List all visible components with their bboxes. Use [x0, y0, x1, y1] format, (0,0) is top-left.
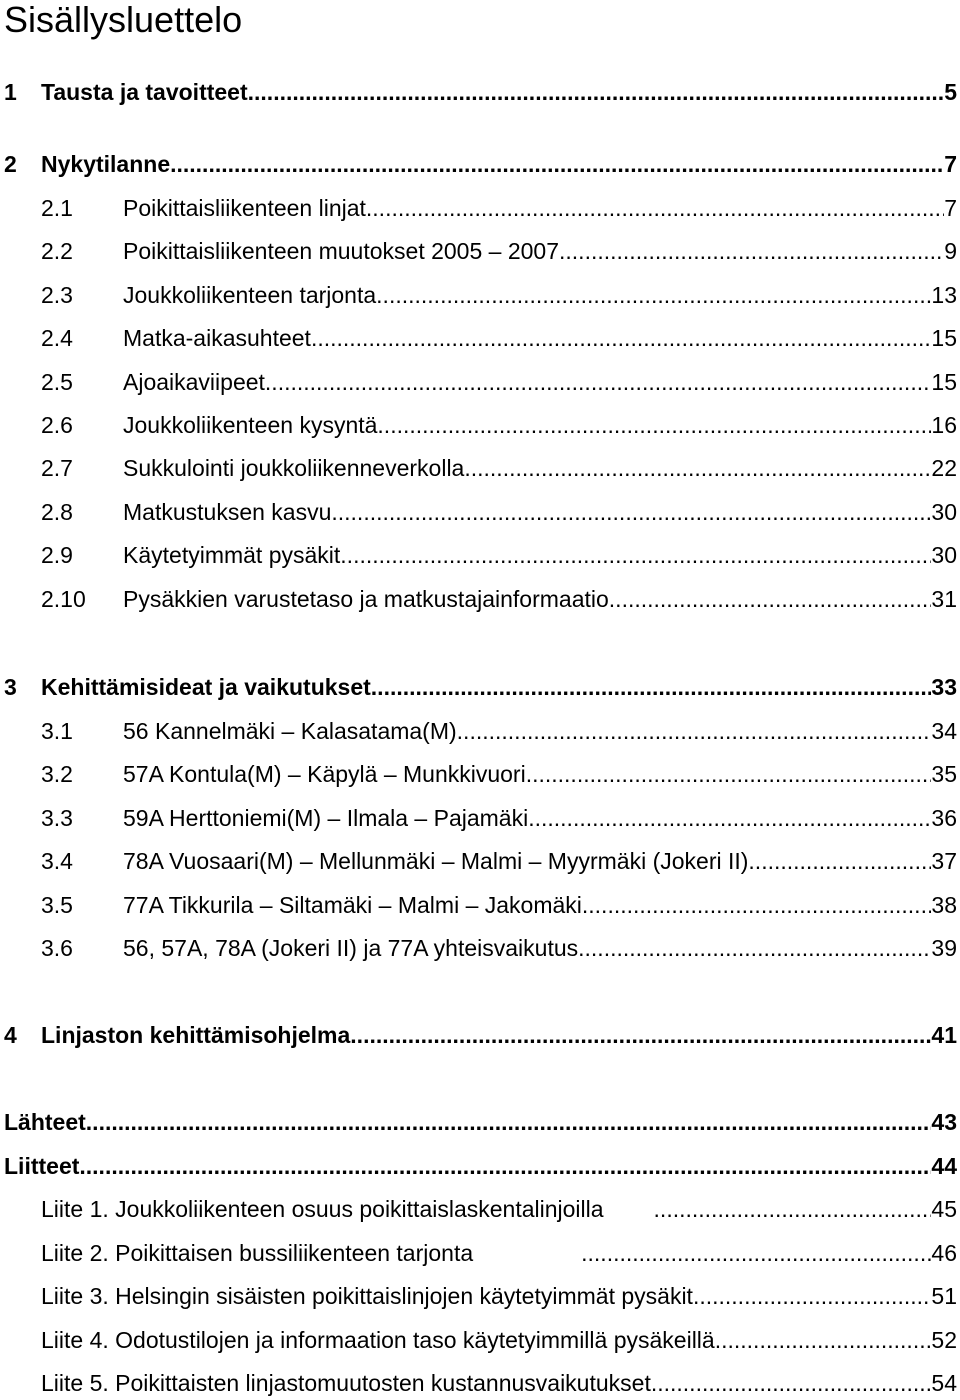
toc-entry-page: 5: [944, 79, 957, 105]
toc-entry-page: 16: [931, 412, 957, 438]
toc-leader-dots: [376, 280, 931, 310]
toc-entry-2-5[interactable]: [0, 367, 957, 397]
toc-entry-number: 2.9: [41, 542, 73, 568]
toc-entry-page: 22: [931, 455, 957, 481]
toc-entry-page: 9: [944, 238, 957, 264]
toc-entry-3-1[interactable]: [0, 716, 957, 746]
toc-entry-number: 3.1: [41, 718, 73, 744]
toc-leader-dots: [609, 584, 932, 614]
toc-entry-page: 38: [931, 892, 957, 918]
toc-entry-title: Linjaston kehittämisohjelma: [41, 1022, 351, 1048]
toc-leader-dots: [350, 1020, 931, 1050]
toc-entry-page: 15: [931, 369, 957, 395]
toc-entry-2-3[interactable]: [0, 280, 957, 310]
toc-entry-title: Tausta ja tavoitteet: [41, 79, 248, 105]
toc-entry-page: 37: [931, 848, 957, 874]
toc-leader-dots: [559, 236, 944, 266]
toc-entry-page: 7: [944, 151, 957, 177]
toc-entry-title: Käytetyimmät pysäkit: [123, 542, 341, 568]
toc-entry-number: 2.6: [41, 412, 73, 438]
toc-leader-dots: [581, 1238, 931, 1268]
toc-entry-2-1[interactable]: [0, 193, 957, 223]
toc-entry-page: 33: [931, 674, 957, 700]
toc-entry-page: 34: [931, 718, 957, 744]
toc-leader-dots: [311, 323, 931, 353]
toc-leader-dots: [651, 1368, 932, 1398]
toc-entry-liite-5[interactable]: [0, 1368, 957, 1398]
toc-leader-dots: [265, 367, 931, 397]
toc-entry-title: Matka-aikasuhteet: [123, 325, 311, 351]
toc-entry-title: 59A Herttoniemi(M) – Ilmala – Pajamäki: [123, 805, 529, 831]
toc-entry-2-4[interactable]: [0, 323, 957, 353]
toc-entry-title: Liitteet: [4, 1153, 80, 1179]
toc-entry-3[interactable]: [0, 672, 957, 702]
toc-leader-dots: [578, 933, 931, 963]
toc-entry-number: 3.6: [41, 935, 73, 961]
toc-entry-page: 15: [931, 325, 957, 351]
toc-entry-3-6[interactable]: [0, 933, 957, 963]
toc-entry-title: Liite 5. Poikittaisten linjastomuutosten kustannusvaikutukset: [41, 1370, 651, 1396]
toc-entry-title: Sukkulointi joukkoliikenneverkolla: [123, 455, 465, 481]
toc-entry-title: Liite 3. Helsingin sisäisten poikittaislinjojen käytetyimmät pysäkit: [41, 1283, 693, 1309]
toc-entry-number: 2.2: [41, 238, 73, 264]
toc-entry-2-10[interactable]: [0, 584, 957, 614]
toc-leader-dots: [79, 1151, 931, 1181]
toc-leader-dots: [371, 672, 932, 702]
toc-entry-number: 3: [4, 674, 17, 700]
toc-entry-page: 36: [931, 805, 957, 831]
toc-entry-3-4[interactable]: [0, 846, 957, 876]
toc-entry-title: 56 Kannelmäki – Kalasatama(M): [123, 718, 457, 744]
toc-leader-dots: [528, 803, 931, 833]
toc-entry-title: 56, 57A, 78A (Jokeri II) ja 77A yhteisvaikutus: [123, 935, 579, 961]
toc-entry-2-7[interactable]: [0, 453, 957, 483]
toc-entry-number: 2: [4, 151, 17, 177]
toc-entry-title: Matkustuksen kasvu: [123, 499, 332, 525]
toc-entry-page: 51: [931, 1283, 957, 1309]
toc-entry-title: Liite 4. Odotustilojen ja informaation taso käytetyimmillä pysäkeillä: [41, 1327, 715, 1353]
toc-entry-number: 2.4: [41, 325, 73, 351]
toc-entry-title: Poikittaisliikenteen linjat: [123, 195, 366, 221]
toc-entry-4[interactable]: [0, 1020, 957, 1050]
toc-entry-page: 45: [931, 1196, 957, 1222]
toc-entry-2-6[interactable]: [0, 410, 957, 440]
toc-entry-title: Nykytilanne: [41, 151, 171, 177]
toc-entry-number: 2.7: [41, 455, 73, 481]
toc-entry-3-2[interactable]: [0, 759, 957, 789]
toc-entry-liite-4[interactable]: [0, 1325, 957, 1355]
toc-entry-page: 35: [931, 761, 957, 787]
toc-entry-number: 3.5: [41, 892, 73, 918]
page-title: Sisällysluettelo: [4, 0, 243, 40]
toc-entry-3-3[interactable]: [0, 803, 957, 833]
toc-entry-title: 77A Tikkurila – Siltamäki – Malmi – Jakomäki: [123, 892, 582, 918]
toc-entry-page: 54: [931, 1370, 957, 1396]
toc-entry-title: Lähteet: [4, 1109, 86, 1135]
toc-entry-page: 52: [931, 1327, 957, 1353]
toc-leader-dots: [654, 1194, 932, 1224]
toc-leader-dots: [693, 1281, 931, 1311]
toc-entry-page: 39: [931, 935, 957, 961]
toc-leader-dots: [582, 890, 932, 920]
toc-entry-page: 7: [944, 195, 957, 221]
toc-leader-dots: [748, 846, 931, 876]
toc-entry-number: 3.4: [41, 848, 73, 874]
toc-entry-title: Liite 2. Poikittaisen bussiliikenteen tarjonta: [41, 1240, 474, 1266]
toc-leader-dots: [248, 77, 945, 107]
toc-entry-2-2[interactable]: [0, 236, 957, 266]
toc-entry-title: Joukkoliikenteen tarjonta: [123, 282, 377, 308]
toc-entry-number: 2.10: [41, 586, 86, 612]
toc-entry-2[interactable]: [0, 149, 957, 179]
toc-leader-dots: [340, 540, 931, 570]
toc-leader-dots: [86, 1107, 932, 1137]
toc-leader-dots: [377, 410, 931, 440]
toc-entry-3-5[interactable]: [0, 890, 957, 920]
toc-entry-number: 2.5: [41, 369, 73, 395]
toc-entry-title: Kehittämisideat ja vaikutukset: [41, 674, 371, 700]
toc-entry-title: 78A Vuosaari(M) – Mellunmäki – Malmi – Myyrmäki (Jokeri II): [123, 848, 749, 874]
toc-entry-lahteet[interactable]: [0, 1107, 957, 1137]
toc-entry-liite-2[interactable]: [0, 1238, 957, 1268]
toc-leader-dots: [170, 149, 944, 179]
toc-leader-dots: [457, 716, 932, 746]
toc-entry-title: Poikittaisliikenteen muutokset 2005 – 2007: [123, 238, 560, 264]
toc-entry-number: 3.2: [41, 761, 73, 787]
toc-entry-title: Pysäkkien varustetaso ja matkustajainformaatio: [123, 586, 609, 612]
toc-entry-number: 3.3: [41, 805, 73, 831]
toc-leader-dots: [464, 453, 931, 483]
toc-entry-page: 43: [931, 1109, 957, 1135]
toc-entry-page: 31: [931, 586, 957, 612]
toc-entry-liite-1[interactable]: [0, 1194, 957, 1224]
toc-entry-liitteet[interactable]: [0, 1151, 957, 1181]
toc-entry-title: Ajoaikaviipeet: [123, 369, 265, 395]
toc-entry-title: 57A Kontula(M) – Käpylä – Munkkivuori: [123, 761, 526, 787]
toc-entry-page: 13: [931, 282, 957, 308]
toc-leader-dots: [715, 1325, 932, 1355]
toc-entry-title: Liite 1. Joukkoliikenteen osuus poikittaislaskentalinjoilla: [41, 1196, 604, 1222]
toc-entry-2-8[interactable]: [0, 497, 957, 527]
toc-entry-number: 1: [4, 79, 17, 105]
toc-entry-page: 30: [931, 499, 957, 525]
toc-entry-page: 44: [931, 1153, 957, 1179]
toc-entry-number: 2.3: [41, 282, 73, 308]
toc-leader-dots: [526, 759, 932, 789]
toc-entry-number: 4: [4, 1022, 17, 1048]
toc-entry-page: 30: [931, 542, 957, 568]
toc-entry-number: 2.1: [41, 195, 73, 221]
toc-leader-dots: [331, 497, 931, 527]
toc-entry-page: 41: [931, 1022, 957, 1048]
toc-entry-liite-3[interactable]: [0, 1281, 957, 1311]
toc-entry-page: 46: [931, 1240, 957, 1266]
toc-entry-number: 2.8: [41, 499, 73, 525]
toc-entry-2-9[interactable]: [0, 540, 957, 570]
toc-entry-title: Joukkoliikenteen kysyntä: [123, 412, 378, 438]
toc-leader-dots: [366, 193, 944, 223]
toc-entry-1[interactable]: [0, 77, 957, 107]
